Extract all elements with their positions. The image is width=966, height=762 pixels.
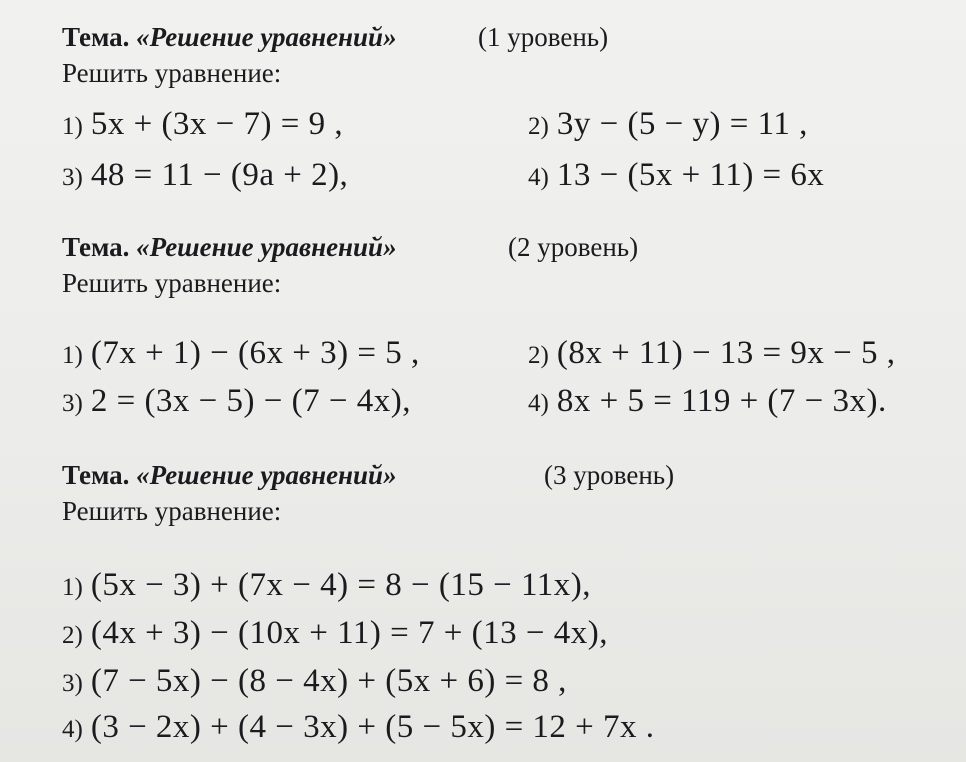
equation-2 bbox=[62, 615, 608, 654]
equation-expression: 48 = 11 − (9a + 2), bbox=[90, 157, 349, 193]
title-name: «Решение уравнений» bbox=[136, 460, 397, 490]
equation-expression: 5x + (3x − 7) = 9 , bbox=[90, 106, 344, 142]
equation-number: 2) bbox=[528, 113, 549, 140]
title-word: Тема. bbox=[62, 22, 130, 52]
equation-number: 1) bbox=[62, 113, 83, 140]
equation-3 bbox=[62, 663, 567, 702]
equation-3 bbox=[62, 157, 348, 196]
equation-1 bbox=[62, 335, 420, 374]
equation-number: 1) bbox=[62, 342, 83, 369]
equation-2 bbox=[528, 106, 808, 145]
equation-expression: (7x + 1) − (6x + 3) = 5 , bbox=[90, 335, 420, 371]
section-title bbox=[62, 460, 675, 494]
equation-number: 3) bbox=[62, 390, 83, 417]
equation-expression: (3 − 2x) + (4 − 3x) + (5 − 5x) = 12 + 7x . bbox=[90, 709, 655, 745]
equation-expression: (8x + 11) − 13 = 9x − 5 , bbox=[556, 335, 896, 371]
equation-number: 2) bbox=[62, 622, 83, 649]
section-title bbox=[62, 22, 609, 56]
equation-expression: (4x + 3) − (10x + 11) = 7 + (13 − 4x), bbox=[90, 615, 608, 651]
title-name: «Решение уравнений» bbox=[136, 22, 397, 52]
instruction: Решить уравнение: bbox=[62, 268, 282, 298]
equation-number: 2) bbox=[528, 342, 549, 369]
title-word: Тема. bbox=[62, 460, 130, 490]
level-label: (3 уровень) bbox=[544, 460, 675, 490]
equation-expression: 2 = (3x − 5) − (7 − 4x), bbox=[90, 383, 411, 419]
instruction: Решить уравнение: bbox=[62, 496, 282, 526]
title-word: Тема. bbox=[62, 232, 130, 262]
equation-expression: (5x − 3) + (7x − 4) = 8 − (15 − 11x), bbox=[90, 567, 591, 603]
instruction: Решить уравнение: bbox=[62, 58, 282, 88]
equation-number: 4) bbox=[62, 716, 83, 743]
equation-expression: (7 − 5x) − (8 − 4x) + (5x + 6) = 8 , bbox=[90, 663, 567, 699]
equation-number: 4) bbox=[528, 164, 549, 191]
section-title bbox=[62, 232, 639, 266]
level-label: (1 уровень) bbox=[478, 22, 609, 52]
equation-1 bbox=[62, 106, 343, 145]
equation-4 bbox=[528, 157, 824, 196]
equation-number: 1) bbox=[62, 574, 83, 601]
equation-2 bbox=[528, 335, 896, 374]
equation-expression: 8x + 5 = 119 + (7 − 3x). bbox=[556, 383, 887, 419]
equation-4 bbox=[62, 709, 655, 748]
equation-number: 4) bbox=[528, 390, 549, 417]
equation-number: 3) bbox=[62, 164, 83, 191]
equation-4 bbox=[528, 383, 887, 422]
level-label: (2 уровень) bbox=[508, 232, 639, 262]
equation-number: 3) bbox=[62, 670, 83, 697]
equation-1 bbox=[62, 567, 591, 606]
title-name: «Решение уравнений» bbox=[136, 232, 397, 262]
section-level-3 bbox=[62, 460, 675, 528]
section-level-1 bbox=[62, 22, 609, 90]
equation-3 bbox=[62, 383, 411, 422]
equation-expression: 3y − (5 − y) = 11 , bbox=[556, 106, 808, 142]
section-level-2 bbox=[62, 232, 639, 300]
equation-expression: 13 − (5x + 11) = 6x bbox=[556, 157, 825, 193]
